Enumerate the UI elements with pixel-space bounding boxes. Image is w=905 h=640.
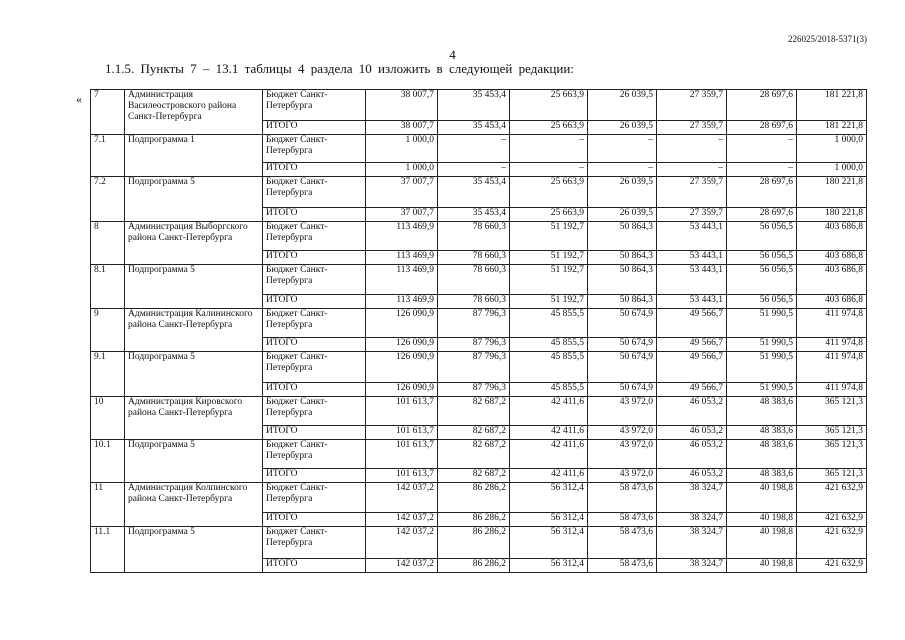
funding-source-budget: Бюджет Санкт-Петербурга bbox=[263, 527, 366, 559]
budget-value: 56 056,5 bbox=[727, 265, 797, 295]
total-value: 126 090,9 bbox=[366, 338, 438, 352]
budget-value: 1 000,0 bbox=[797, 135, 867, 163]
table-row bbox=[91, 265, 867, 295]
total-value: 78 660,3 bbox=[438, 251, 510, 265]
total-value: 51 192,7 bbox=[510, 295, 588, 309]
budget-value: 56 312,4 bbox=[510, 527, 588, 559]
total-value: 56 056,5 bbox=[727, 251, 797, 265]
total-value: 50 864,3 bbox=[588, 295, 657, 309]
funding-source-total: ИТОГО bbox=[263, 426, 366, 440]
budget-value: 142 037,2 bbox=[366, 527, 438, 559]
table-row bbox=[91, 483, 867, 513]
budget-value: 113 469,9 bbox=[366, 222, 438, 251]
total-value: 27 359,7 bbox=[657, 121, 727, 135]
table-row bbox=[91, 177, 867, 208]
budget-value: 86 286,2 bbox=[438, 527, 510, 559]
total-value: 28 697,6 bbox=[727, 121, 797, 135]
budget-value: 56 312,4 bbox=[510, 483, 588, 513]
budget-table bbox=[90, 89, 867, 573]
funding-source-budget: Бюджет Санкт-Петербурга bbox=[263, 309, 366, 338]
row-executor-name: Подпрограмма 5 bbox=[125, 527, 263, 573]
budget-value: 43 972,0 bbox=[588, 397, 657, 426]
budget-value: – bbox=[438, 135, 510, 163]
budget-value: 45 855,5 bbox=[510, 309, 588, 338]
document-id: 226025/2018-5371(3) bbox=[788, 34, 867, 44]
funding-source-budget: Бюджет Санкт-Петербурга bbox=[263, 177, 366, 208]
total-value: 86 286,2 bbox=[438, 513, 510, 527]
budget-value: 58 473,6 bbox=[588, 527, 657, 559]
total-value: 48 383,6 bbox=[727, 469, 797, 483]
budget-value: 38 324,7 bbox=[657, 527, 727, 559]
budget-value: 27 359,7 bbox=[657, 177, 727, 208]
funding-source-total: ИТОГО bbox=[263, 383, 366, 397]
funding-source-total: ИТОГО bbox=[263, 295, 366, 309]
total-value: 101 613,7 bbox=[366, 469, 438, 483]
total-value: – bbox=[657, 163, 727, 177]
funding-source-budget: Бюджет Санкт-Петербурга bbox=[263, 135, 366, 163]
row-number: 7.1 bbox=[91, 135, 125, 177]
table-row bbox=[91, 309, 867, 338]
budget-value: 180 221,8 bbox=[797, 177, 867, 208]
total-value: 38 324,7 bbox=[657, 513, 727, 527]
table-row bbox=[91, 135, 867, 163]
budget-value: 38 324,7 bbox=[657, 483, 727, 513]
total-value: 1 000,0 bbox=[366, 163, 438, 177]
budget-value: 51 990,5 bbox=[727, 352, 797, 383]
funding-source-total: ИТОГО bbox=[263, 121, 366, 135]
budget-value: 26 039,5 bbox=[588, 177, 657, 208]
total-value: 43 972,0 bbox=[588, 426, 657, 440]
budget-value: 49 566,7 bbox=[657, 352, 727, 383]
budget-value: 1 000,0 bbox=[366, 135, 438, 163]
total-value: 411 974,8 bbox=[797, 338, 867, 352]
budget-value: 365 121,3 bbox=[797, 440, 867, 469]
budget-value: 421 632,9 bbox=[797, 527, 867, 559]
budget-value: 48 383,6 bbox=[727, 397, 797, 426]
total-value: 86 286,2 bbox=[438, 559, 510, 573]
budget-value: – bbox=[588, 135, 657, 163]
budget-value: 35 453,4 bbox=[438, 177, 510, 208]
row-number: 9.1 bbox=[91, 352, 125, 397]
budget-value: 101 613,7 bbox=[366, 440, 438, 469]
row-executor-name: Администрация Колпинского района Санкт-Петербурга bbox=[125, 483, 263, 527]
funding-source-total: ИТОГО bbox=[263, 559, 366, 573]
budget-value: 58 473,6 bbox=[588, 483, 657, 513]
budget-value: 53 443,1 bbox=[657, 222, 727, 251]
total-value: 53 443,1 bbox=[657, 251, 727, 265]
row-number: 7 bbox=[91, 90, 125, 135]
row-number: 8 bbox=[91, 222, 125, 265]
total-value: 51 990,5 bbox=[727, 338, 797, 352]
total-value: 28 697,6 bbox=[727, 208, 797, 222]
total-value: 403 686,8 bbox=[797, 295, 867, 309]
budget-value: 49 566,7 bbox=[657, 309, 727, 338]
total-value: 411 974,8 bbox=[797, 383, 867, 397]
total-value: 421 632,9 bbox=[797, 559, 867, 573]
total-value: 50 864,3 bbox=[588, 251, 657, 265]
funding-source-total: ИТОГО bbox=[263, 208, 366, 222]
budget-value: 26 039,5 bbox=[588, 90, 657, 121]
total-value: 25 663,9 bbox=[510, 208, 588, 222]
budget-value: 51 192,7 bbox=[510, 265, 588, 295]
budget-value: 142 037,2 bbox=[366, 483, 438, 513]
funding-source-total: ИТОГО bbox=[263, 163, 366, 177]
budget-value: 411 974,8 bbox=[797, 309, 867, 338]
total-value: 40 198,8 bbox=[727, 559, 797, 573]
budget-value: 28 697,6 bbox=[727, 177, 797, 208]
budget-value: – bbox=[727, 135, 797, 163]
total-value: 87 796,3 bbox=[438, 338, 510, 352]
total-value: 35 453,4 bbox=[438, 121, 510, 135]
budget-value: 86 286,2 bbox=[438, 483, 510, 513]
funding-source-budget: Бюджет Санкт-Петербурга bbox=[263, 440, 366, 469]
funding-source-budget: Бюджет Санкт-Петербурга bbox=[263, 483, 366, 513]
row-number: 11 bbox=[91, 483, 125, 527]
budget-value: 25 663,9 bbox=[510, 90, 588, 121]
total-value: 421 632,9 bbox=[797, 513, 867, 527]
total-value: 82 687,2 bbox=[438, 469, 510, 483]
total-value: 181 221,8 bbox=[797, 121, 867, 135]
total-value: 27 359,7 bbox=[657, 208, 727, 222]
total-value: – bbox=[438, 163, 510, 177]
budget-value: 48 383,6 bbox=[727, 440, 797, 469]
total-value: 113 469,9 bbox=[366, 295, 438, 309]
budget-value: 40 198,8 bbox=[727, 483, 797, 513]
open-quote-mark: « bbox=[76, 92, 82, 106]
page-number: 4 bbox=[449, 47, 456, 62]
table-row bbox=[91, 222, 867, 251]
budget-value: 25 663,9 bbox=[510, 177, 588, 208]
total-value: 403 686,8 bbox=[797, 251, 867, 265]
total-value: 50 674,9 bbox=[588, 338, 657, 352]
budget-value: 50 674,9 bbox=[588, 309, 657, 338]
total-value: 113 469,9 bbox=[366, 251, 438, 265]
total-value: 53 443,1 bbox=[657, 295, 727, 309]
row-number: 10.1 bbox=[91, 440, 125, 483]
budget-value: 38 007,7 bbox=[366, 90, 438, 121]
total-value: 46 053,2 bbox=[657, 469, 727, 483]
table-row bbox=[91, 397, 867, 426]
budget-value: 403 686,8 bbox=[797, 222, 867, 251]
budget-value: 403 686,8 bbox=[797, 265, 867, 295]
budget-value: 50 674,9 bbox=[588, 352, 657, 383]
total-value: – bbox=[588, 163, 657, 177]
row-executor-name: Подпрограмма 5 bbox=[125, 177, 263, 222]
total-value: 56 312,4 bbox=[510, 513, 588, 527]
budget-value: 181 221,8 bbox=[797, 90, 867, 121]
total-value: 48 383,6 bbox=[727, 426, 797, 440]
budget-value: 43 972,0 bbox=[588, 440, 657, 469]
row-executor-name: Подпрограмма 1 bbox=[125, 135, 263, 177]
funding-source-budget: Бюджет Санкт-Петербурга bbox=[263, 265, 366, 295]
total-value: 40 198,8 bbox=[727, 513, 797, 527]
total-value: 26 039,5 bbox=[588, 208, 657, 222]
total-value: 46 053,2 bbox=[657, 426, 727, 440]
row-number: 11.1 bbox=[91, 527, 125, 573]
total-value: – bbox=[727, 163, 797, 177]
table-row bbox=[91, 440, 867, 469]
budget-value: 45 855,5 bbox=[510, 352, 588, 383]
row-executor-name: Администрация Кировского района Санкт-Петербурга bbox=[125, 397, 263, 440]
row-executor-name: Администрация Выборгского района Санкт-Петербурга bbox=[125, 222, 263, 265]
funding-source-total: ИТОГО bbox=[263, 338, 366, 352]
total-value: 51 192,7 bbox=[510, 251, 588, 265]
budget-value: 27 359,7 bbox=[657, 90, 727, 121]
total-value: 38 007,7 bbox=[366, 121, 438, 135]
budget-value: 87 796,3 bbox=[438, 309, 510, 338]
total-value: 26 039,5 bbox=[588, 121, 657, 135]
row-number: 10 bbox=[91, 397, 125, 440]
total-value: 56 056,5 bbox=[727, 295, 797, 309]
total-value: 58 473,6 bbox=[588, 559, 657, 573]
funding-source-budget: Бюджет Санкт-Петербурга bbox=[263, 222, 366, 251]
total-value: 126 090,9 bbox=[366, 383, 438, 397]
total-value: 51 990,5 bbox=[727, 383, 797, 397]
total-value: 42 411,6 bbox=[510, 426, 588, 440]
budget-value: 28 697,6 bbox=[727, 90, 797, 121]
budget-value: 411 974,8 bbox=[797, 352, 867, 383]
funding-source-budget: Бюджет Санкт-Петербурга bbox=[263, 397, 366, 426]
budget-value: 51 990,5 bbox=[727, 309, 797, 338]
total-value: 25 663,9 bbox=[510, 121, 588, 135]
budget-value: 126 090,9 bbox=[366, 309, 438, 338]
budget-value: 40 198,8 bbox=[727, 527, 797, 559]
budget-value: 87 796,3 bbox=[438, 352, 510, 383]
total-value: 87 796,3 bbox=[438, 383, 510, 397]
total-value: 42 411,6 bbox=[510, 469, 588, 483]
funding-source-budget: Бюджет Санкт-Петербурга bbox=[263, 352, 366, 383]
budget-value: 365 121,3 bbox=[797, 397, 867, 426]
total-value: – bbox=[510, 163, 588, 177]
section-heading: 1.1.5. Пункты 7 – 13.1 таблицы 4 раздела 10 изложить в следующей редакции: bbox=[105, 61, 574, 76]
budget-value: 82 687,2 bbox=[438, 397, 510, 426]
budget-value: 126 090,9 bbox=[366, 352, 438, 383]
budget-value: 113 469,9 bbox=[366, 265, 438, 295]
budget-value: – bbox=[657, 135, 727, 163]
total-value: 101 613,7 bbox=[366, 426, 438, 440]
total-value: 50 674,9 bbox=[588, 383, 657, 397]
table-row bbox=[91, 527, 867, 559]
budget-value: 37 007,7 bbox=[366, 177, 438, 208]
total-value: 1 000,0 bbox=[797, 163, 867, 177]
budget-value: 101 613,7 bbox=[366, 397, 438, 426]
row-executor-name: Подпрограмма 5 bbox=[125, 440, 263, 483]
total-value: 49 566,7 bbox=[657, 383, 727, 397]
budget-value: – bbox=[510, 135, 588, 163]
budget-value: 42 411,6 bbox=[510, 397, 588, 426]
budget-value: 46 053,2 bbox=[657, 397, 727, 426]
funding-source-total: ИТОГО bbox=[263, 251, 366, 265]
table-row bbox=[91, 90, 867, 121]
budget-value: 53 443,1 bbox=[657, 265, 727, 295]
row-number: 7.2 bbox=[91, 177, 125, 222]
table-row bbox=[91, 352, 867, 383]
funding-source-total: ИТОГО bbox=[263, 469, 366, 483]
total-value: 142 037,2 bbox=[366, 559, 438, 573]
total-value: 82 687,2 bbox=[438, 426, 510, 440]
total-value: 45 855,5 bbox=[510, 383, 588, 397]
budget-value: 56 056,5 bbox=[727, 222, 797, 251]
total-value: 142 037,2 bbox=[366, 513, 438, 527]
total-value: 58 473,6 bbox=[588, 513, 657, 527]
budget-value: 42 411,6 bbox=[510, 440, 588, 469]
funding-source-total: ИТОГО bbox=[263, 513, 366, 527]
budget-value: 50 864,3 bbox=[588, 265, 657, 295]
row-executor-name: Подпрограмма 5 bbox=[125, 352, 263, 397]
budget-value: 35 453,4 bbox=[438, 90, 510, 121]
total-value: 35 453,4 bbox=[438, 208, 510, 222]
total-value: 180 221,8 bbox=[797, 208, 867, 222]
row-executor-name: Администрация Василеостровского района Санкт-Петербурга bbox=[125, 90, 263, 135]
row-executor-name: Администрация Калининского района Санкт-Петербурга bbox=[125, 309, 263, 352]
total-value: 38 324,7 bbox=[657, 559, 727, 573]
total-value: 56 312,4 bbox=[510, 559, 588, 573]
budget-value: 82 687,2 bbox=[438, 440, 510, 469]
budget-value: 421 632,9 bbox=[797, 483, 867, 513]
total-value: 49 566,7 bbox=[657, 338, 727, 352]
budget-value: 78 660,3 bbox=[438, 222, 510, 251]
total-value: 78 660,3 bbox=[438, 295, 510, 309]
budget-value: 50 864,3 bbox=[588, 222, 657, 251]
total-value: 365 121,3 bbox=[797, 426, 867, 440]
row-number: 8.1 bbox=[91, 265, 125, 309]
total-value: 45 855,5 bbox=[510, 338, 588, 352]
budget-value: 46 053,2 bbox=[657, 440, 727, 469]
total-value: 43 972,0 bbox=[588, 469, 657, 483]
row-executor-name: Подпрограмма 5 bbox=[125, 265, 263, 309]
total-value: 365 121,3 bbox=[797, 469, 867, 483]
budget-value: 78 660,3 bbox=[438, 265, 510, 295]
row-number: 9 bbox=[91, 309, 125, 352]
funding-source-budget: Бюджет Санкт-Петербурга bbox=[263, 90, 366, 121]
budget-value: 51 192,7 bbox=[510, 222, 588, 251]
total-value: 37 007,7 bbox=[366, 208, 438, 222]
